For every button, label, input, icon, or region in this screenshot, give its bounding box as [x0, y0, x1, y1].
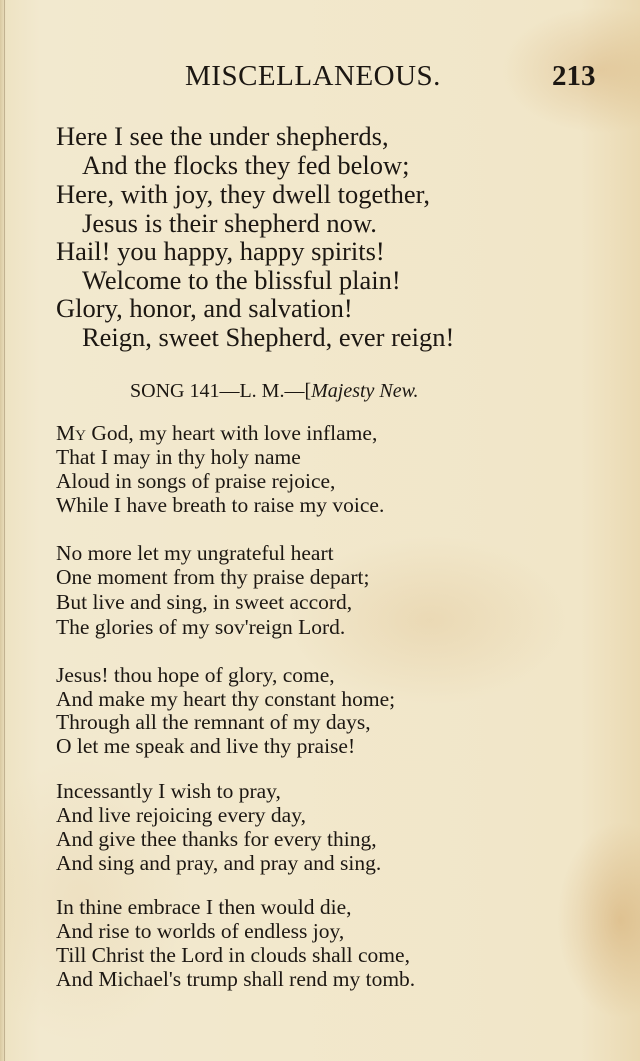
verse-line: And give thee thanks for every thing, [56, 827, 377, 851]
verse-line: Here I see the under shepherds, [56, 121, 389, 151]
verse-line: Glory, honor, and salvation! [56, 293, 353, 323]
page-number: 213 [552, 60, 596, 92]
verse-line: In thine embrace I then would die, [56, 895, 352, 919]
verse-line: O let me speak and live thy praise! [56, 734, 356, 758]
verse-line: While I have breath to raise my voice. [56, 493, 385, 517]
verse-line: And rise to worlds of endless joy, [56, 919, 345, 943]
verse-line: The glories of my sov'reign Lord. [56, 615, 346, 639]
tune-name: Majesty New. [311, 380, 419, 402]
verse-line: Aloud in songs of praise rejoice, [56, 469, 336, 493]
page-gutter-edge [4, 0, 5, 1061]
verse-line: Here, with joy, they dwell together, [56, 179, 431, 209]
verse-line: One moment from thy praise depart; [56, 565, 370, 589]
verse-line: Jesus is their shepherd now. [82, 208, 377, 238]
verse-line: Jesus! thou hope of glory, come, [56, 663, 335, 687]
verse-line: And make my heart thy constant home; [56, 687, 396, 711]
verse-line: Incessantly I wish to pray, [56, 779, 281, 803]
verse-line: That I may in thy holy name [56, 445, 301, 469]
verse-line: And Michael's trump shall rend my tomb. [56, 967, 416, 991]
verse-line-rest: God, my heart with love inflame, [85, 421, 378, 445]
verse-line: Till Christ the Lord in clouds shall come, [56, 943, 410, 967]
verse-line: Reign, sweet Shepherd, ever reign! [82, 322, 455, 352]
song-heading [130, 380, 419, 403]
verse-line: Welcome to the blissful plain! [82, 265, 401, 295]
verse-line: And the flocks they fed below; [82, 150, 410, 180]
verse-line: No more let my ungrateful heart [56, 541, 334, 565]
drop-initial-word: My [56, 421, 86, 445]
verse-line: And live rejoicing every day, [56, 803, 306, 827]
song-number: SONG 141—L. M.—[ [130, 380, 312, 402]
verse-line [56, 421, 377, 446]
verse-line: And sing and pray, and pray and sing. [56, 851, 382, 875]
running-head: MISCELLANEOUS. [185, 60, 441, 92]
verse-line: But live and sing, in sweet accord, [56, 590, 353, 614]
verse-line: Hail! you happy, happy spirits! [56, 236, 385, 266]
verse-line: Through all the remnant of my days, [56, 710, 371, 734]
